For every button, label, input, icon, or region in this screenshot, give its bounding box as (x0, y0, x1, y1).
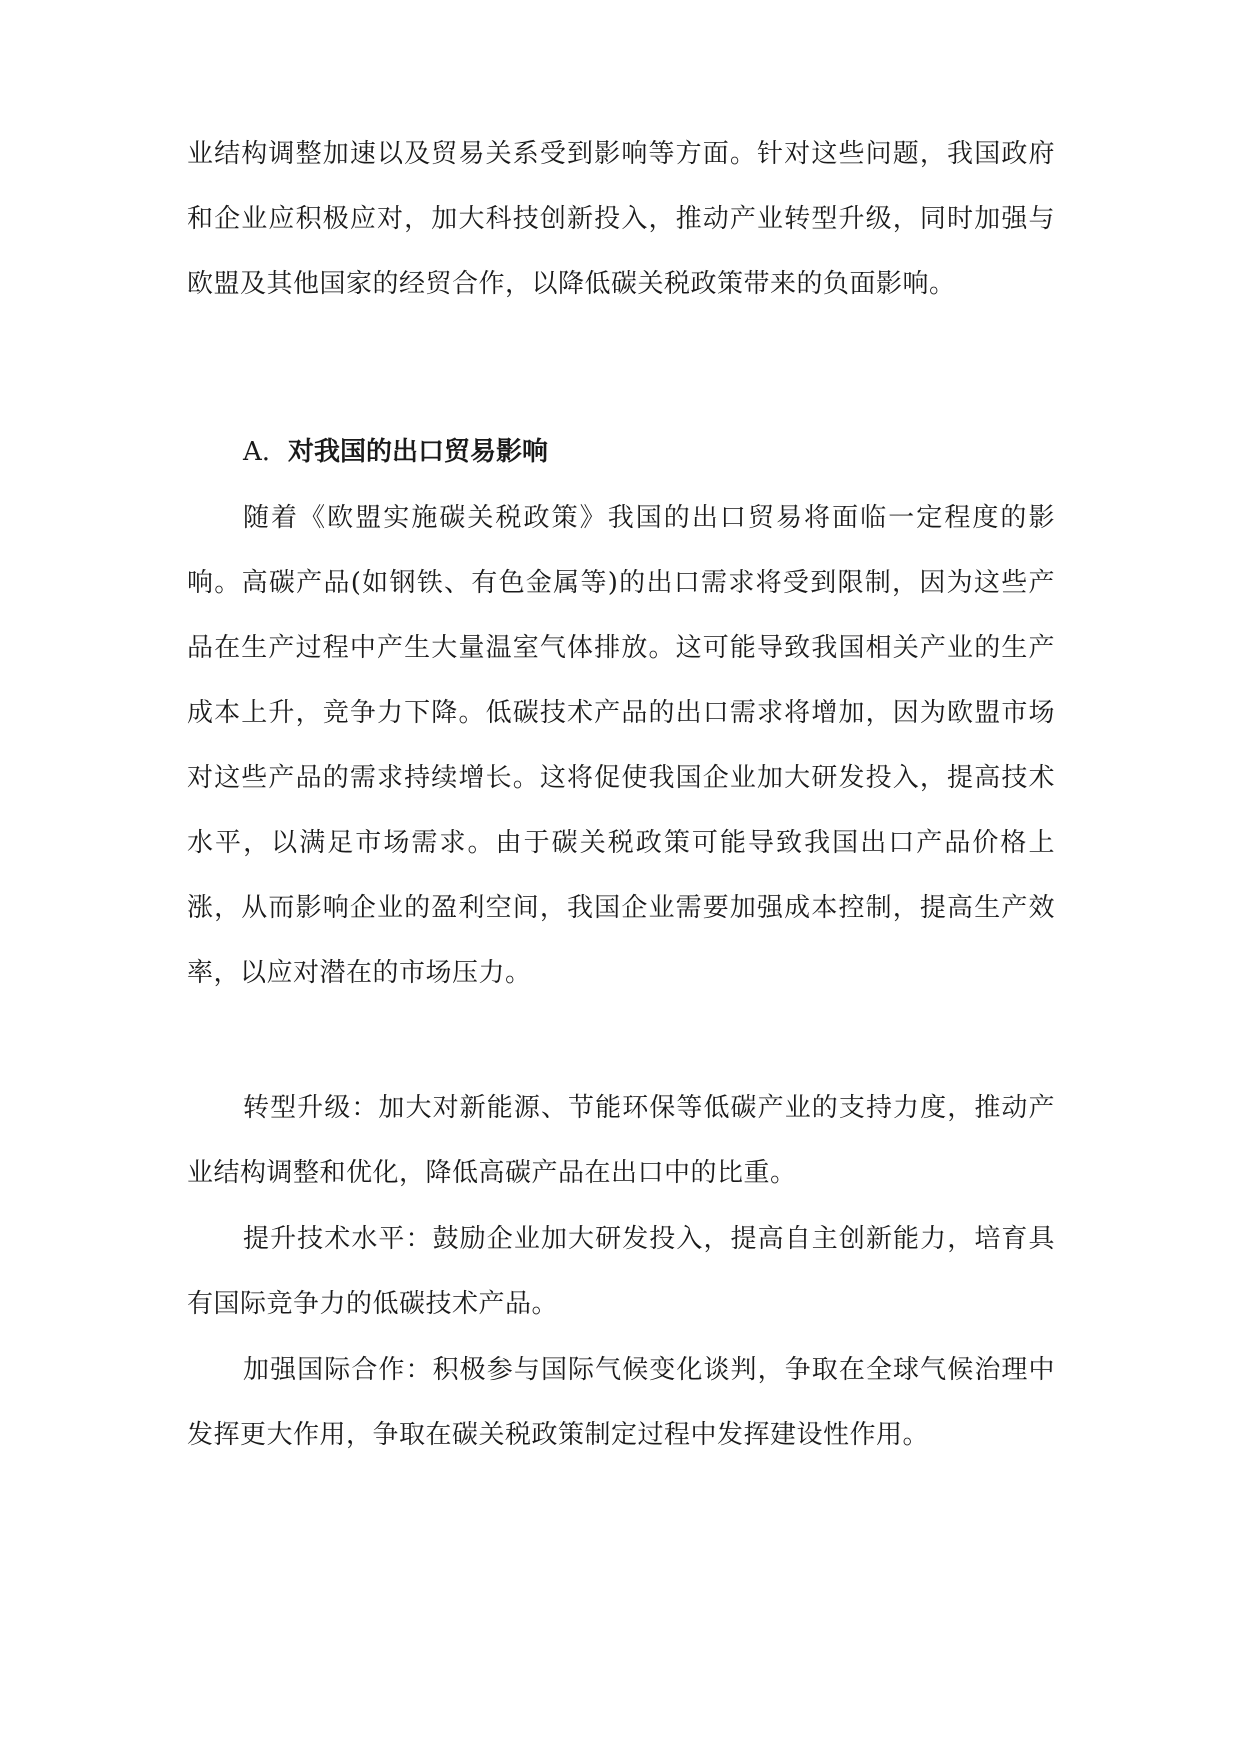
body-paragraph-3-block (187, 1207, 1055, 1337)
continued-paragraph: 业结构调整加速以及贸易关系受到影响等方面。针对这些问题，我国政府和企业应积极应对，加大科技创新投入，推动产业转型升级，同时加强与欧盟及其他国家的经贸合作，以降低碳关税政策带来的负面影响。 (187, 139, 1055, 299)
body-paragraph: 随着《欧盟实施碳关税政策》我国的出口贸易将面临一定程度的影响。高碳产品(如钢铁、有色金属等)的出口需求将受到限制，因为这些产品在生产过程中产生大量温室气体排放。这可能导致我国相关产业的生产成本上升，竞争力下降。低碳技术产品的出口需求将增加，因为欧盟市场对这些产品的需求持续增长。这将促使我国企业加大研发投入，提高技术水平，以满足市场需求。由于碳关税政策可能导致我国出口产品价格上涨，从而影响企业的盈利空间，我国企业需要加强成本控制，提高生产效率，以应对潜在的市场压力。 (187, 503, 1055, 988)
body-paragraph: 提升技术水平：鼓励企业加大研发投入，提高自主创新能力，培育具有国际竞争力的低碳技术产品。 (187, 1224, 1055, 1319)
section-number: A. (243, 437, 271, 467)
body-paragraph-4-block (187, 1338, 1055, 1468)
body-paragraph: 加强国际合作：积极参与国际气候变化谈判，争取在全球气候治理中发挥更大作用，争取在碳关税政策制定过程中发挥建设性作用。 (187, 1355, 1055, 1450)
continued-paragraph-block (187, 122, 1055, 317)
body-paragraph-2-block (187, 1076, 1055, 1206)
body-paragraph-1-block (187, 486, 1055, 1006)
section-title: 对我国的出口贸易影响 (288, 437, 549, 467)
body-paragraph: 转型升级：加大对新能源、节能环保等低碳产业的支持力度，推动产业结构调整和优化，降低高碳产品在出口中的比重。 (187, 1093, 1055, 1188)
section-heading (187, 420, 1055, 485)
